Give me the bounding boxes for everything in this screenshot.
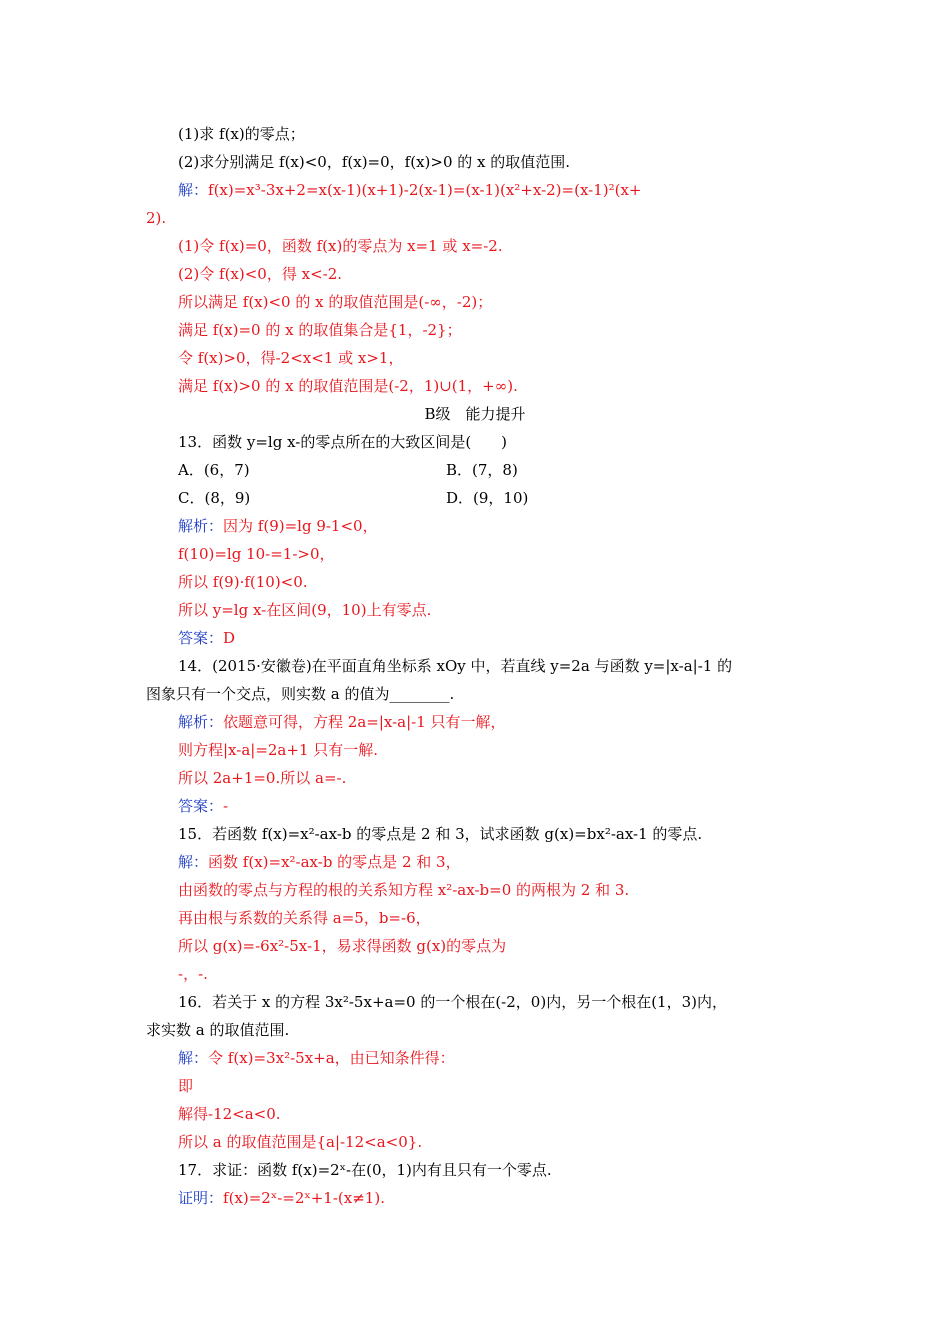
- text-line-q14-a: [178, 656, 732, 676]
- line-text: 图象只有一个交点，则实数 a 的值为________.: [146, 685, 455, 703]
- line-text: 满足 f(x)=0 的 x 的取值集合是{1，-2}；: [178, 321, 462, 339]
- line-text: C．(8，9): [178, 489, 251, 507]
- text-line-sol-17-a: [178, 1188, 385, 1208]
- line-text: 由函数的零点与方程的根的关系知方程 x²-ax-b=0 的两根为 2 和 3.: [178, 881, 630, 899]
- text-line-sol-16-c: [178, 1104, 281, 1124]
- line-text: 令 f(x)>0，得-2<x<1 或 x>1，: [178, 349, 404, 367]
- line-text: f(10)=lg 10-=1->0，: [178, 545, 335, 563]
- text-line-q13-opt-a: [178, 460, 250, 480]
- text-line-sol-16-a: [178, 1048, 455, 1068]
- text-line-q14-b: [146, 684, 454, 704]
- line-text: 再由根与系数的关系得 a=5，b=-6，: [178, 909, 431, 927]
- line-text: -: [223, 797, 229, 815]
- line-text: 13．函数 y=lg x-的零点所在的大致区间是( ): [178, 433, 508, 451]
- line-text: f(x)=2ˣ-=2ˣ+1-(x≠1).: [223, 1189, 385, 1207]
- text-line-sol-14-c: [178, 768, 346, 788]
- line-text: f(x)=x³-3x+2=x(x-1)(x+1)-2(x-1)=(x-1)(x²+x-2)=(x-1)²(x+: [208, 181, 642, 199]
- text-line-sol-12-g: [178, 348, 403, 368]
- text-line-q16-b: [146, 1020, 289, 1040]
- text-line-sol-12-d: [178, 264, 342, 284]
- text-line-section-b: [0, 404, 950, 424]
- text-line-sol-16-b: [178, 1076, 193, 1096]
- line-text: 令 f(x)=3x²-5x+a，由已知条件得：: [208, 1049, 455, 1067]
- text-line-sol-16-d: [178, 1132, 422, 1152]
- text-line-sol-12-b: [146, 208, 166, 228]
- line-text: (2)求分别满足 f(x)<0，f(x)=0，f(x)>0 的 x 的取值范围.: [178, 153, 571, 171]
- solution-label: 解：: [178, 853, 209, 871]
- line-text: 2).: [146, 209, 167, 227]
- solution-label: 解：: [178, 1049, 209, 1067]
- line-text: 函数 f(x)=x²-ax-b 的零点是 2 和 3，: [208, 853, 461, 871]
- line-text: (1)令 f(x)=0，函数 f(x)的零点为 x=1 或 x=-2.: [178, 237, 503, 255]
- line-text: 即: [178, 1077, 194, 1095]
- line-text: A．(6，7): [178, 461, 250, 479]
- solution-label: 答案：: [178, 629, 224, 647]
- line-text: 依题意可得，方程 2a=|x-a|-1 只有一解，: [223, 713, 506, 731]
- line-text: B级 能力提升: [424, 405, 526, 423]
- line-text: 14．(2015·安徽卷)在平面直角坐标系 xOy 中，若直线 y=2a 与函数 y=|x-a|-1 的: [178, 657, 733, 675]
- line-text: 16．若关于 x 的方程 3x²-5x+a=0 的一个根在(-2，0)内，另一个根在(1，3)内，: [178, 993, 727, 1011]
- text-line-sol-13-a: [178, 516, 378, 536]
- line-text: 所以 a 的取值范围是{a|-12<a<0}.: [178, 1133, 423, 1151]
- text-line-sol-12-a: [178, 180, 642, 200]
- line-text: D: [223, 629, 236, 647]
- text-line-sol-14-a: [178, 712, 506, 732]
- line-text: 所以 g(x)=-6x²-5x-1，易求得函数 g(x)的零点为: [178, 937, 507, 955]
- line-text: 所以 2a+1=0.所以 a=-.: [178, 769, 347, 787]
- text-line-sol-12-c: [178, 236, 503, 256]
- line-text: 所以 f(9)·f(10)<0.: [178, 573, 308, 591]
- text-line-sol-12-f: [178, 320, 462, 340]
- text-line-ans-14: [178, 796, 228, 816]
- line-text: 17．求证：函数 f(x)=2ˣ-在(0，1)内有且只有一个零点.: [178, 1161, 552, 1179]
- text-line-sol-14-b: [178, 740, 378, 760]
- text-line-sol-12-h: [178, 376, 518, 396]
- line-text: 所以满足 f(x)<0 的 x 的取值范围是(-∞，-2)；: [178, 293, 493, 311]
- line-text: 因为 f(9)=lg 9-1<0，: [223, 517, 378, 535]
- text-line-sol-13-d: [178, 600, 431, 620]
- line-text: 满足 f(x)>0 的 x 的取值范围是(-2，1)∪(1，+∞).: [178, 377, 518, 395]
- solution-label: 解析：: [178, 713, 224, 731]
- text-line-sol-13-b: [178, 544, 335, 564]
- line-text: -，-.: [178, 965, 208, 983]
- solution-label: 证明：: [178, 1189, 224, 1207]
- line-text: D．(9，10): [446, 489, 529, 507]
- solution-label: 解析：: [178, 517, 224, 535]
- text-line-sol-15-e: [178, 964, 208, 984]
- line-text: 则方程|x-a|=2a+1 只有一解.: [178, 741, 379, 759]
- text-line-q13-opt-c: [178, 488, 250, 508]
- line-text: 解得-12<a<0.: [178, 1105, 281, 1123]
- text-line-q13-opt-d: [446, 488, 528, 508]
- text-line-q13-opt-b: [446, 460, 518, 480]
- line-text: B．(7，8): [446, 461, 518, 479]
- text-line-q15: [178, 824, 702, 844]
- line-text: 求实数 a 的取值范围.: [146, 1021, 290, 1039]
- solution-label: 解：: [178, 181, 209, 199]
- text-line-sol-13-c: [178, 572, 308, 592]
- text-line-ans-13: [178, 628, 235, 648]
- text-line-q12-2: [178, 152, 570, 172]
- text-line-sol-15-d: [178, 936, 506, 956]
- line-text: 所以 y=lg x-在区间(9，10)上有零点.: [178, 601, 432, 619]
- solution-label: 答案：: [178, 797, 224, 815]
- text-line-sol-12-e: [178, 292, 492, 312]
- line-text: 15．若函数 f(x)=x²-ax-b 的零点是 2 和 3，试求函数 g(x)=bx²-ax-1 的零点.: [178, 825, 703, 843]
- text-line-q17: [178, 1160, 552, 1180]
- text-line-q13: [178, 432, 507, 452]
- text-line-sol-15-b: [178, 880, 629, 900]
- text-line-q16-a: [178, 992, 727, 1012]
- line-text: (1)求 f(x)的零点；: [178, 125, 305, 143]
- text-line-sol-15-c: [178, 908, 431, 928]
- line-text: (2)令 f(x)<0，得 x<-2.: [178, 265, 343, 283]
- text-line-q12-1: [178, 124, 305, 144]
- text-line-sol-15-a: [178, 852, 461, 872]
